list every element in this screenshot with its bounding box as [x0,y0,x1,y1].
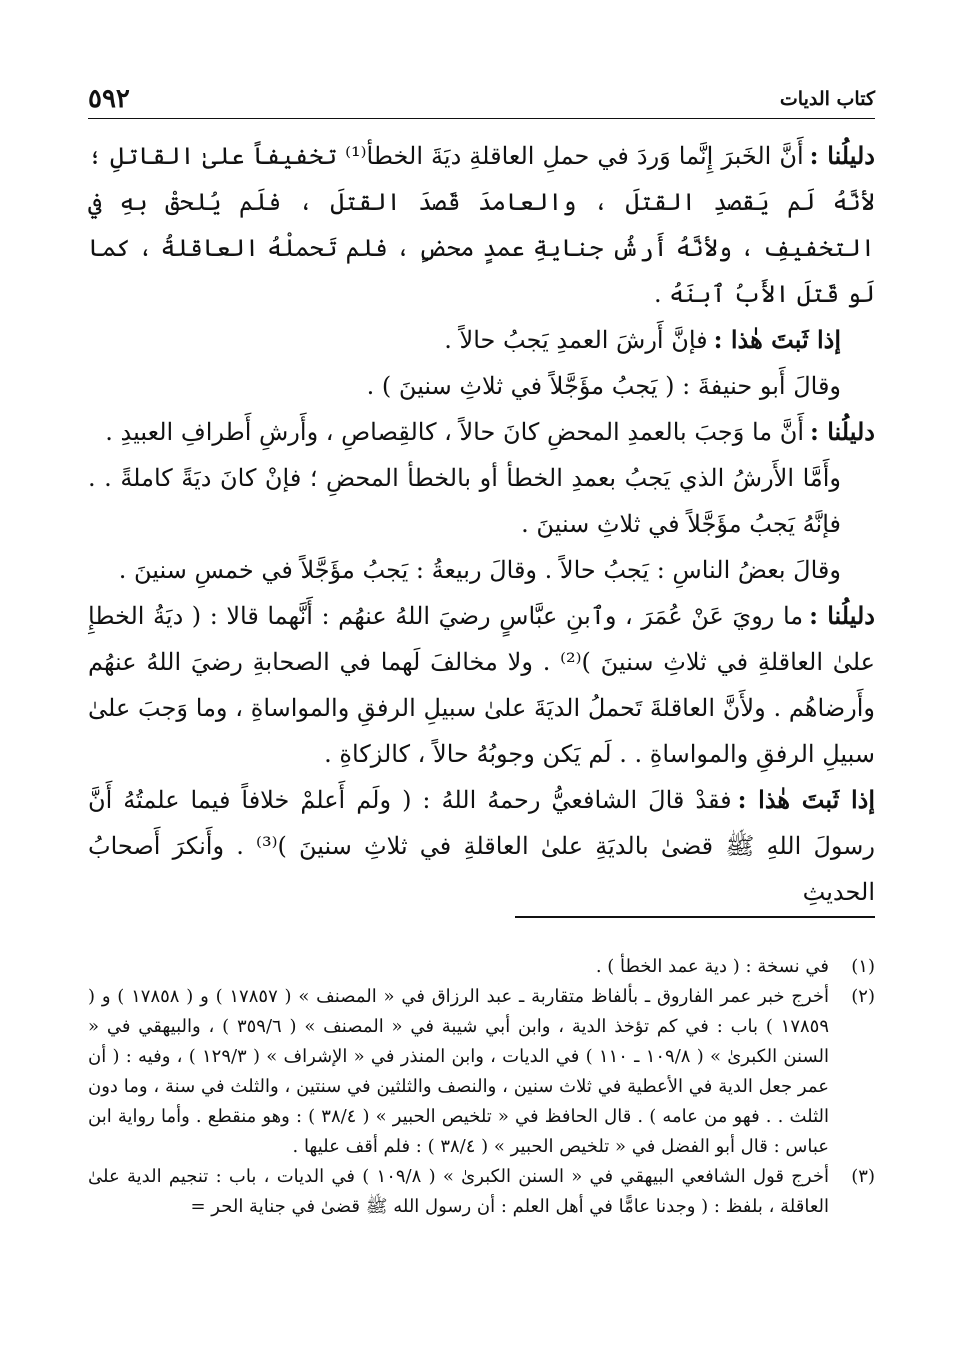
paragraph-8 [88,777,875,915]
paragraph-text: أَنَّ الخَبرَ إِنَّما وَردَ في حملِ العاقلةِ ديَةَ الخطأ⁽¹⁾ تخفيفاً علىٰ القاتلِ ؛ لأنَّهُ لَم يَقصدِ القتلَ ، والعامدَ قَصدَ القتلَ ، فلَم يُلحقْ بهِ في التخفيفِ ، ولأنَّهُ أَرشُ جنايةِ عمدٍ محضٍ ، فلم تَحملْهُ العاقلةُ ، كما لَو قَتلَ الأَبُ ٱبنَهُ . [88,142,875,308]
footnote-number: (٢) [851,986,875,1007]
footnote-number: (١) [851,956,875,977]
paragraph-3 [88,363,875,409]
footnotes [88,952,875,1222]
paragraph-4 [88,409,875,455]
paragraph-text: وأَمَّا الأَرشُ الذي يَجبُ بعمدِ الخطأ أو بالخطأ المحضِ ؛ فإنْ كانَ ديَةً كاملةً . . فإنَّهُ يَجبُ مؤَجَّلاً في ثلاثِ سنينَ . [88,464,841,538]
footnote-text: أخرج قول الشافعي البيهقي في « السنن الكبرىٰ » ( ١٠٩/٨ ) في الديات ، باب : تنجيم الدية علىٰ العاقلة ، بلفظ : ( وجدنا عامًّا في أهل العلم : أن رسول الله ﷺ قضىٰ في جناية الحر = [88,1166,829,1217]
running-title: كتاب الديات [779,88,875,110]
paragraph-text: أَنَّ ما وَجبَ بالعمدِ المحضِ كانَ حالاً ، كالقِصاصِ ، وأَرشِ أَطرافِ العبيدِ . [105,418,805,446]
footnote-number: (٣) [851,1166,875,1187]
paragraph-text: ما رويَ عَنْ عُمَرَ ، وٱبنِ عبَّاسٍ رضيَ اللهُ عنهُم : أَنَّهما قالا : ( ديَةُ الخطإِ علىٰ العاقلةِ في ثلاثِ سنينَ )⁽²⁾ . ولا مخالفَ لَهما في الصحابةِ رضيَ اللهُ عنهُم وأَرضاهُم . ولأَنَّ العاقلةَ تَحملُ الديَةَ علىٰ سبيلِ الرفقِ والمواساةِ ، وما وَجبَ علىٰ سبيلِ الرفقِ والمواساةِ . . لَم يَكن وجوبُهُ حالاً ، كالزكاةِ . [88,602,876,768]
paragraph-lead: دليلُنا : [809,601,875,630]
paragraph-text: وقالَ بعضُ الناسِ : يَجبُ حالاً . وقالَ ربيعةُ : يَجبُ مؤَجَّلاً في خمسِ سنينَ . [118,556,841,584]
footnote-1 [88,952,875,982]
paragraph-lead: دليلُنا : [810,417,875,446]
main-text [88,133,875,915]
footnote-2 [88,982,875,1162]
paragraph-lead: دليلُنا : [809,141,875,170]
paragraph-5 [88,455,875,547]
footnote-3 [88,1162,875,1222]
paragraph-lead: إذا ثَبتَ هٰذا : [737,785,875,814]
paragraph-text: فقدْ قالَ الشافعيُّ رحمهُ اللهُ : ( ولَم أَعلمْ خلافاً فيما علمتُهُ أَنَّ رسولَ اللهِ ﷺ قضىٰ بالديَةِ علىٰ العاقلةِ في ثلاثِ سنينَ )⁽³⁾ . وأَنكرَ أَصحابُ الحديثِ [88,786,875,906]
page-number: ٥٩٢ [88,84,130,114]
footnote-divider [515,916,875,918]
paragraph-7 [88,593,875,777]
page-header [88,84,875,119]
footnote-text: في نسخة : ( دية عمد الخطأ ) . [595,956,829,977]
paragraph-text: وقالَ أَبو حنيفةَ : ( يَجبُ مؤَجَّلاً في ثلاثِ سنينَ ) . [366,372,841,400]
paragraph-2 [88,317,875,363]
paragraph-text: فإنَّ أَرشَ العمدِ يَجبُ حالاً . [444,326,708,354]
paragraph-6 [88,547,875,593]
paragraph-1 [88,133,875,317]
paragraph-lead: إذا ثَبتَ هٰذا : [713,325,841,354]
footnote-text: أخرج خبر عمر الفاروق ـ بألفاظ متقاربة ـ عبد الرزاق في « المصنف » ( ١٧٨٥٧ ) و ( ١٧٨٥٨ ) و ( ١٧٨٥٩ ) باب : في كم تؤخذ الدية ، وابن أبي شيبة في « المصنف » ( ٣٥٩/٦ ) ، والبيهقي في « السنن الكبرىٰ » ( ١٠٩/٨ ـ ١١٠ ) في الديات ، وابن المنذر في « الإشراف » ( ١٢٩/٣ ) ، وفيه : ( أن عمر جعل الدية في الأعطية في ثلاث سنين ، والنصف والثلثين في سنتين ، والثلث في سنة ، وما دون الثلث . . فهو من عامه ) . قال الحافظ في « تلخيص الحبير » ( ٣٨/٤ ) : وهو منقطع . وأما رواية ابن عباس : قال أبو الفضل في « تلخيص الحبير » ( ٣٨/٤ ) : فلم أقف عليها . [88,986,830,1157]
